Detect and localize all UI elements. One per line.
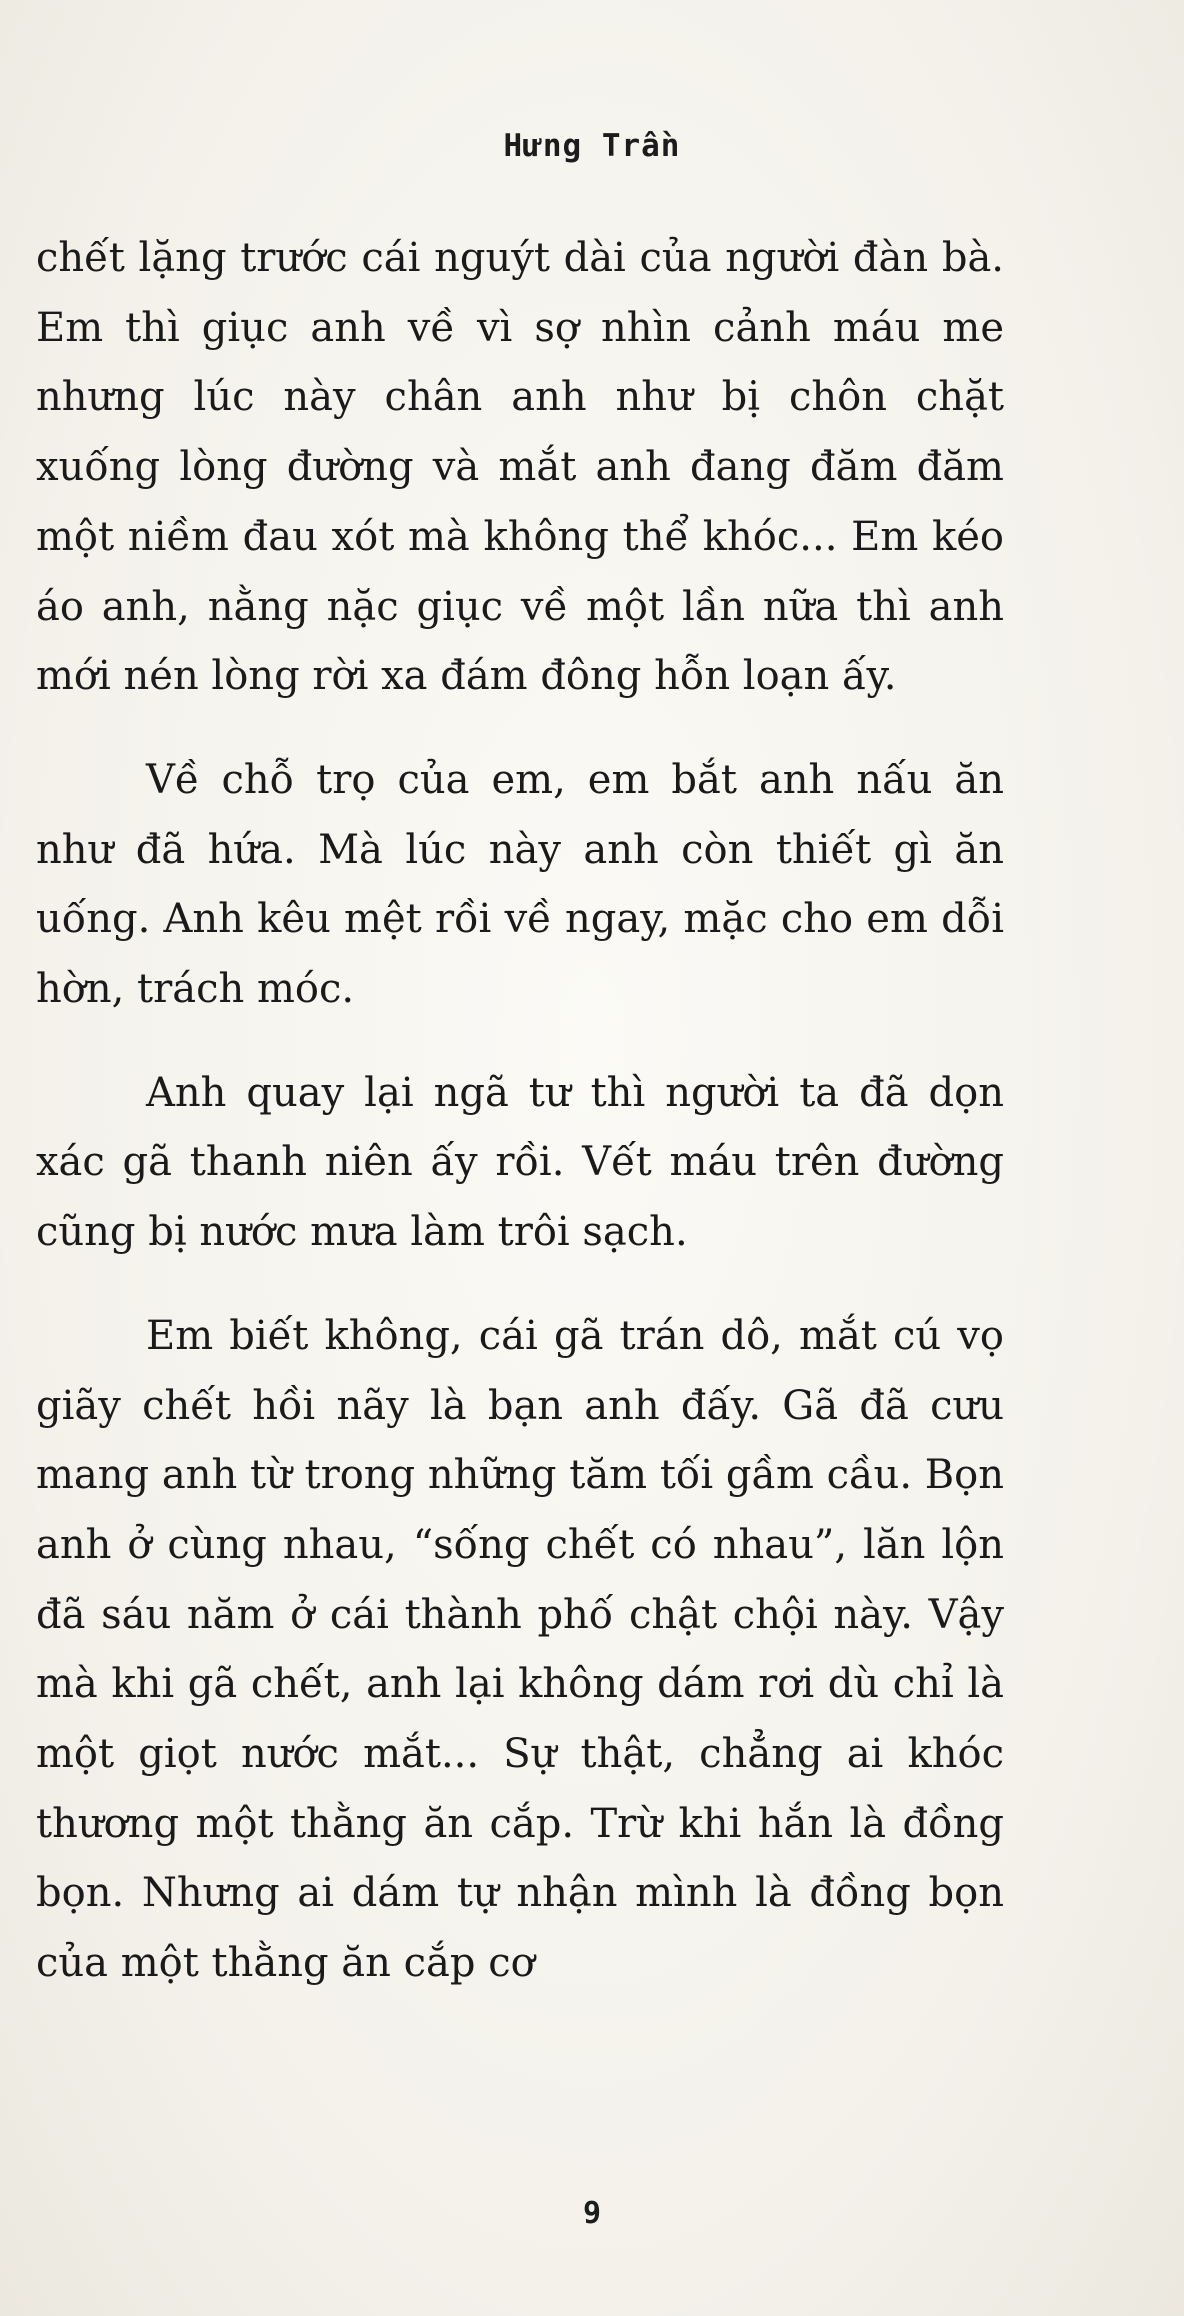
running-header: Hưng Trần bbox=[503, 128, 681, 164]
paragraph: Về chỗ trọ của em, em bắt anh nấu ăn như đã hứa. Mà lúc này anh còn thiết gì ăn uống. Anh kêu mệt rồi về ngay, mặc cho em dỗi hờn, trách móc. bbox=[36, 756, 1004, 1013]
page-number: 9 bbox=[582, 2196, 602, 2231]
paragraph: Anh quay lại ngã tư thì người ta đã dọn xác gã thanh niên ấy rồi. Vết máu trên đường cũng bị nước mưa làm trôi sạch. bbox=[36, 1069, 1004, 1256]
paragraph: Em biết không, cái gã trán dô, mắt cú vọ giãy chết hồi nãy là bạn anh đấy. Gã đã cưu mang anh từ trong những tăm tối gầm cầu. Bọn anh ở cùng nhau, “sống chết có nhau”, lăn lộn đã sáu năm ở cái thành phố chật chội này. Vậy mà khi gã chết, anh lại không dám rơi dù chỉ là một giọt nước mắt... Sự thật, chẳng ai khóc thương một thằng ăn cắp. Trừ khi hắn là đồng bọn. Nhưng ai dám tự nhận mình là đồng bọn của một thằng ăn cắp cơ bbox=[36, 1312, 1004, 1987]
paragraph-continuation: chết lặng trước cái nguýt dài của người đàn bà. Em thì giục anh về vì sợ nhìn cảnh máu me nhưng lúc này chân anh như bị chôn chặt xuống lòng đường và mắt anh đang đăm đăm một niềm đau xót mà không thể khóc... Em kéo áo anh, nằng nặc giục về một lần nữa thì anh mới nén lòng rời xa đám đông hỗn loạn ấy. bbox=[36, 235, 1004, 700]
page-body bbox=[36, 224, 1004, 1999]
